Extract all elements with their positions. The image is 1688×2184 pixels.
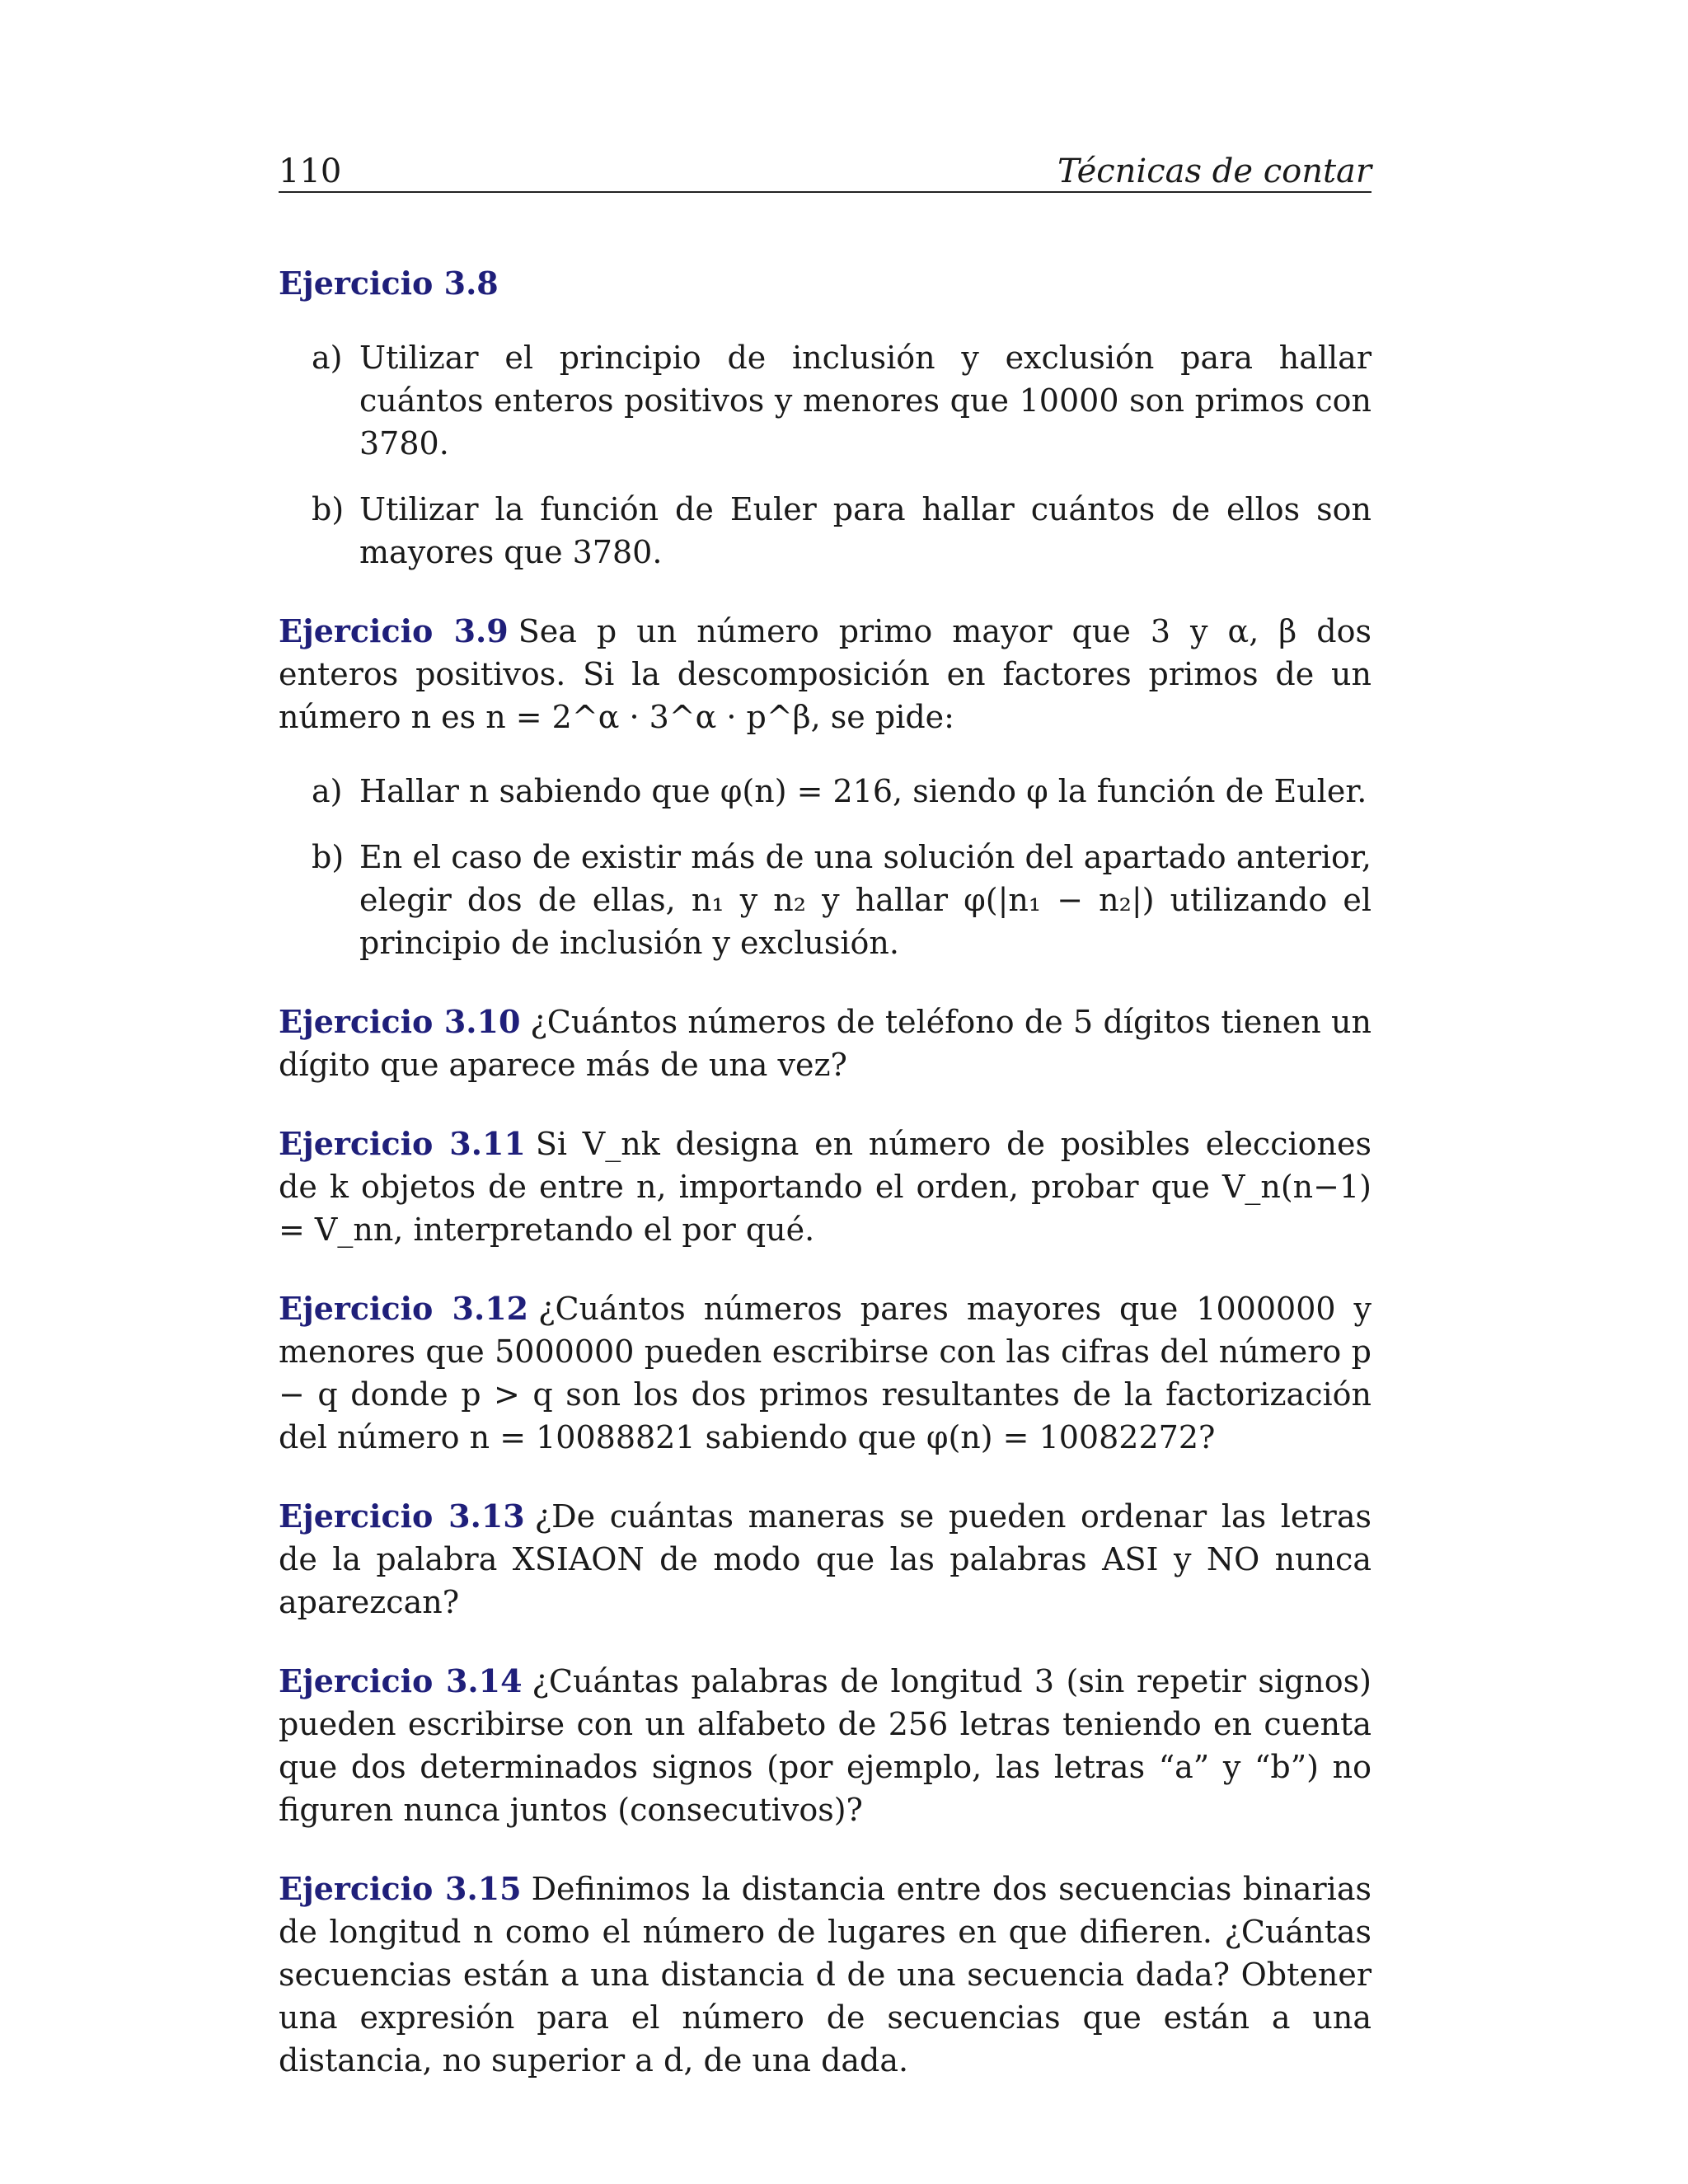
item-text: En el caso de existir más de una solución del apartado anterior, elegir dos de ellas, n₁ y n₂ y hallar φ(|n₁ − n₂|) utilizando el principio de inclusión y exclusión.: [359, 839, 1372, 961]
exercise-3-14: [279, 1660, 1372, 1831]
exercise-title: Ejercicio 3.10: [279, 1003, 521, 1040]
exercise-title: Ejercicio 3.9: [279, 612, 509, 649]
item-label: a): [312, 773, 343, 809]
item-label: b): [312, 491, 345, 527]
exercise-title: Ejercicio 3.11: [279, 1125, 526, 1162]
exercise-title: Ejercicio 3.14: [279, 1662, 523, 1699]
page-number: 110: [279, 152, 342, 190]
exercise-3-13: [279, 1495, 1372, 1624]
exercise-3-8: [279, 262, 1372, 574]
exercise-text: Si V_nk designa en número de posibles elecciones de k objetos de entre n, importando el orden, probar que V_n(n−1) = V_nn, interpretando el por qué.: [279, 1126, 1372, 1248]
list-item: [279, 836, 1372, 964]
exercise-title: Ejercicio 3.15: [279, 1870, 522, 1907]
exercise-3-15: [279, 1868, 1372, 2082]
list-item: [279, 488, 1372, 574]
exercise-text: ¿Cuántas palabras de longitud 3 (sin repetir signos) pueden escribirse con un alfabeto de 256 letras teniendo en cuenta que dos determinados signos (por ejemplo, las letras “a” y “b”) no figuren nunca juntos (consecutivos)?: [279, 1663, 1372, 1828]
section-title: Técnicas de contar: [1057, 152, 1372, 190]
list-item: [279, 336, 1372, 465]
item-text: Hallar n sabiendo que φ(n) = 216, siendo φ la función de Euler.: [359, 773, 1367, 809]
exercise-list: [279, 262, 1372, 2118]
exercise-title: Ejercicio 3.12: [279, 1290, 529, 1327]
exercise-title: Ejercicio 3.13: [279, 1497, 525, 1535]
exercise-text: ¿Cuántos números de teléfono de 5 dígitos tienen un dígito que aparece más de una vez?: [279, 1004, 1372, 1083]
exercise-3-9: [279, 610, 1372, 964]
item-label: b): [312, 839, 345, 875]
item-text: Utilizar la función de Euler para hallar cuántos de ellos son mayores que 3780.: [359, 491, 1372, 570]
list-item: [279, 770, 1372, 813]
item-label: a): [312, 340, 343, 376]
exercise-text: ¿De cuántas maneras se pueden ordenar las letras de la palabra XSIAON de modo que las palabras ASI y NO nunca aparezcan?: [279, 1498, 1372, 1620]
item-text: Utilizar el principio de inclusión y exclusión para hallar cuántos enteros positivos y menores que 10000 son primos con 3780.: [359, 340, 1372, 462]
exercise-3-12: [279, 1287, 1372, 1459]
exercise-text: ¿Cuántos números pares mayores que 1000000 y menores que 5000000 pueden escribirse con las cifras del número p − q donde p > q son los dos primos resultantes de la factorización del número n = 10088821 sabiendo que φ(n) = 10082272?: [279, 1291, 1372, 1455]
exercise-text: Definimos la distancia entre dos secuencias binarias de longitud n como el número de lugares en que difieren. ¿Cuántas secuencias están a una distancia d de una secuencia dada? Obtener una expresión para el número de secuencias que están a una distancia, no superior a d, de una dada.: [279, 1871, 1372, 2079]
exercise-title: Ejercicio 3.8: [279, 265, 499, 302]
page-header: [279, 152, 1372, 193]
exercise-3-10: [279, 1001, 1372, 1086]
exercise-3-11: [279, 1122, 1372, 1251]
exercise-text: Sea p un número primo mayor que 3 y α, β dos enteros positivos. Si la descomposición en factores primos de un número n es n = 2^α · 3^α · p^β, se pide:: [279, 613, 1372, 735]
